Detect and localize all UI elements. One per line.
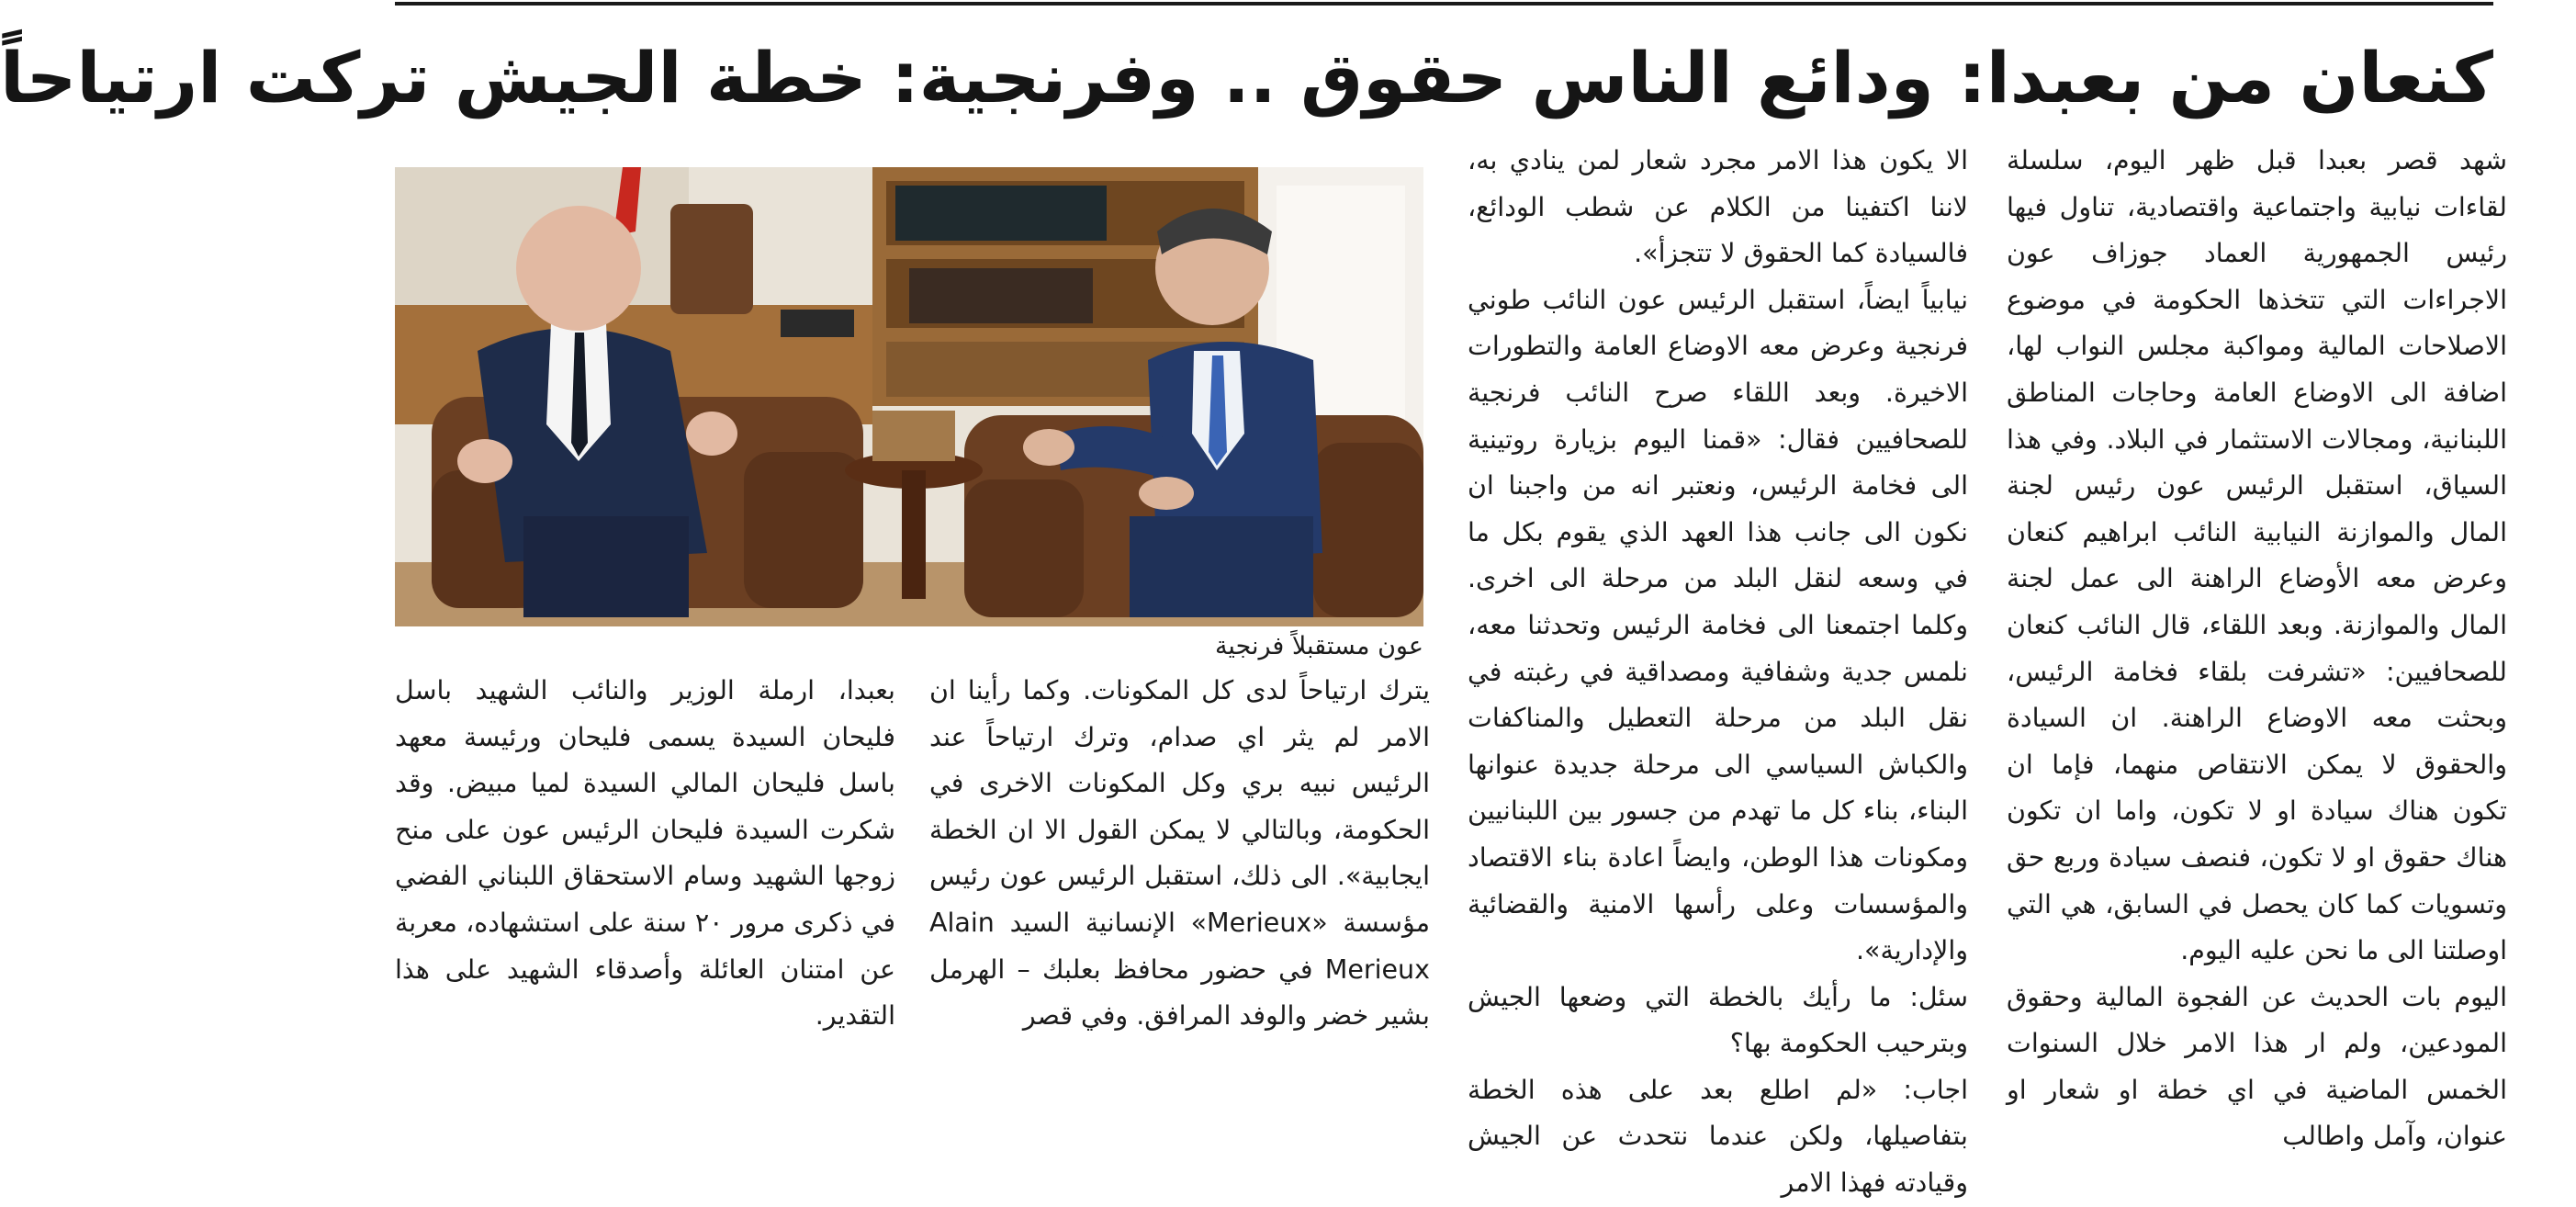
article-headline: كنعان من بعبدا: ودائع الناس حقوق .. وفرنجية: خطة الجيش تركت ارتياحاً <box>0 37 2493 118</box>
paragraph: الا يكون هذا الامر مجرد شعار لمن ينادي به، لاننا اكتفينا من الكلام عن شطب الودائع، فالسيادة كما الحقوق لا تتجزأ». <box>1468 145 1968 269</box>
person-head <box>516 206 641 331</box>
text-column-3 <box>929 668 1430 1032</box>
article-photo <box>395 167 1423 626</box>
paragraph: شهد قصر بعبدا قبل ظهر اليوم، سلسلة لقاءات نيابية واجتماعية واقتصادية، تناول فيها رئيس الجمهورية العماد جوزاف عون الاجراءات التي تتخذها الحكومة في موضوع الاصلاحات المالية ومواكبة مجلس النواب لها، اضافة الى الاوضاع العامة وحاجات المناطق اللبنانية، ومجالات الاستثمار في البلاد. وفي هذا السياق، استقبل الرئيس عون رئيس لجنة المال والموازنة النيابية النائب ابراهيم كنعان وعرض معه الأوضاع الراهنة الى عمل لجنة المال والموازنة. وبعد اللقاء، قال النائب كنعان للصحافيين: «تشرفت بلقاء فخامة الرئيس، وبحثت معه الاوضاع الراهنة. ان السيادة والحقوق لا يمكن الانتقاص منهما، فإما ان تكون هناك سيادة او لا تكون، واما ان تكون هناك حقوق او لا تكون، فنصف سيادة وربع حق وتسويات كما كان يحصل في السابق، هي التي اوصلتنا الى ما نحن عليه اليوم. <box>2007 145 2507 966</box>
paragraph: نيابياً ايضاً، استقبل الرئيس عون النائب طوني فرنجية وعرض معه الاوضاع العامة والتطورات الاخيرة. وبعد اللقاء صرح النائب فرنجية للصحافيين فقال: «قمنا اليوم بزيارة روتينية الى فخامة الرئيس، ونعتبر انه من واجبنا ان نكون الى جانب هذا العهد الذي يقوم بكل ما في وسعه لنقل البلد من مرحلة الى اخرى. وكلما اجتمعنا الى فخامة الرئيس وتحدثنا معه، نلمس جدية وشفافية ومصداقية في رغبته في نقل البلد من مرحلة التعطيل والمناكفات والكباش السياسي الى مرحلة جديدة عنوانها البناء، بناء كل ما تهدم من جسور بين اللبنانيين ومكونات هذا الوطن، وايضاً اعادة بناء الاقتصاد والمؤسسات وعلى رأسها الامنية والقضائية والإدارية». <box>1468 284 1968 966</box>
paragraph: سئل: ما رأيك بالخطة التي وضعها الجيش وبترحيب الحكومة بها؟ <box>1468 981 1968 1059</box>
text-column-4 <box>395 668 896 1032</box>
paragraph: بعبدا، ارملة الوزير والنائب الشهيد باسل فليحان السيدة يسمى فليحان ورئيسة معهد باسل فليحان المالي السيدة لميا مبيض. وقد شكرت السيدة فليحان الرئيس عون على منح زوجها الشهيد وسام الاستحقاق اللبناني الفضي في ذكرى مرور ٢٠ سنة على استشهاده، معربة عن امتنان العائلة وأصدقاء الشهيد على هذا التقدير. <box>395 675 896 1032</box>
top-rule <box>395 2 2493 6</box>
photo-caption: عون مستقبلاً فرنجية <box>1214 632 1423 660</box>
text-column-1 <box>2007 138 2507 1152</box>
paragraph: اجاب: «لم اطلع بعد على هذه الخطة بتفاصيلها، ولكن عندما نتحدث عن الجيش وقيادته فهذا الامر <box>1468 1074 1968 1199</box>
text-column-2 <box>1468 138 1968 1199</box>
paragraph: اليوم بات الحديث عن الفجوة المالية وحقوق المودعين، ولم ار هذا الامر خلال السنوات الخمس الماضية في اي خطة او شعار او عنوان، وآمل واطالب <box>2007 981 2507 1152</box>
paragraph: يترك ارتياحاً لدى كل المكونات. وكما رأينا ان الامر لم يثر اي صدام، وترك ارتياحاً عند الرئيس نبيه بري وكل المكونات الاخرى في الحكومة، وبالتالي لا يمكن القول الا ان الخطة ايجابية». الى ذلك، استقبل الرئيس عون رئيس مؤسسة «Merieux» الإنسانية السيد Alain Merieux في حضور محافظ بعلبك – الهرمل بشير خضر والوفد المرافق. وفي قصر <box>929 675 1430 1032</box>
